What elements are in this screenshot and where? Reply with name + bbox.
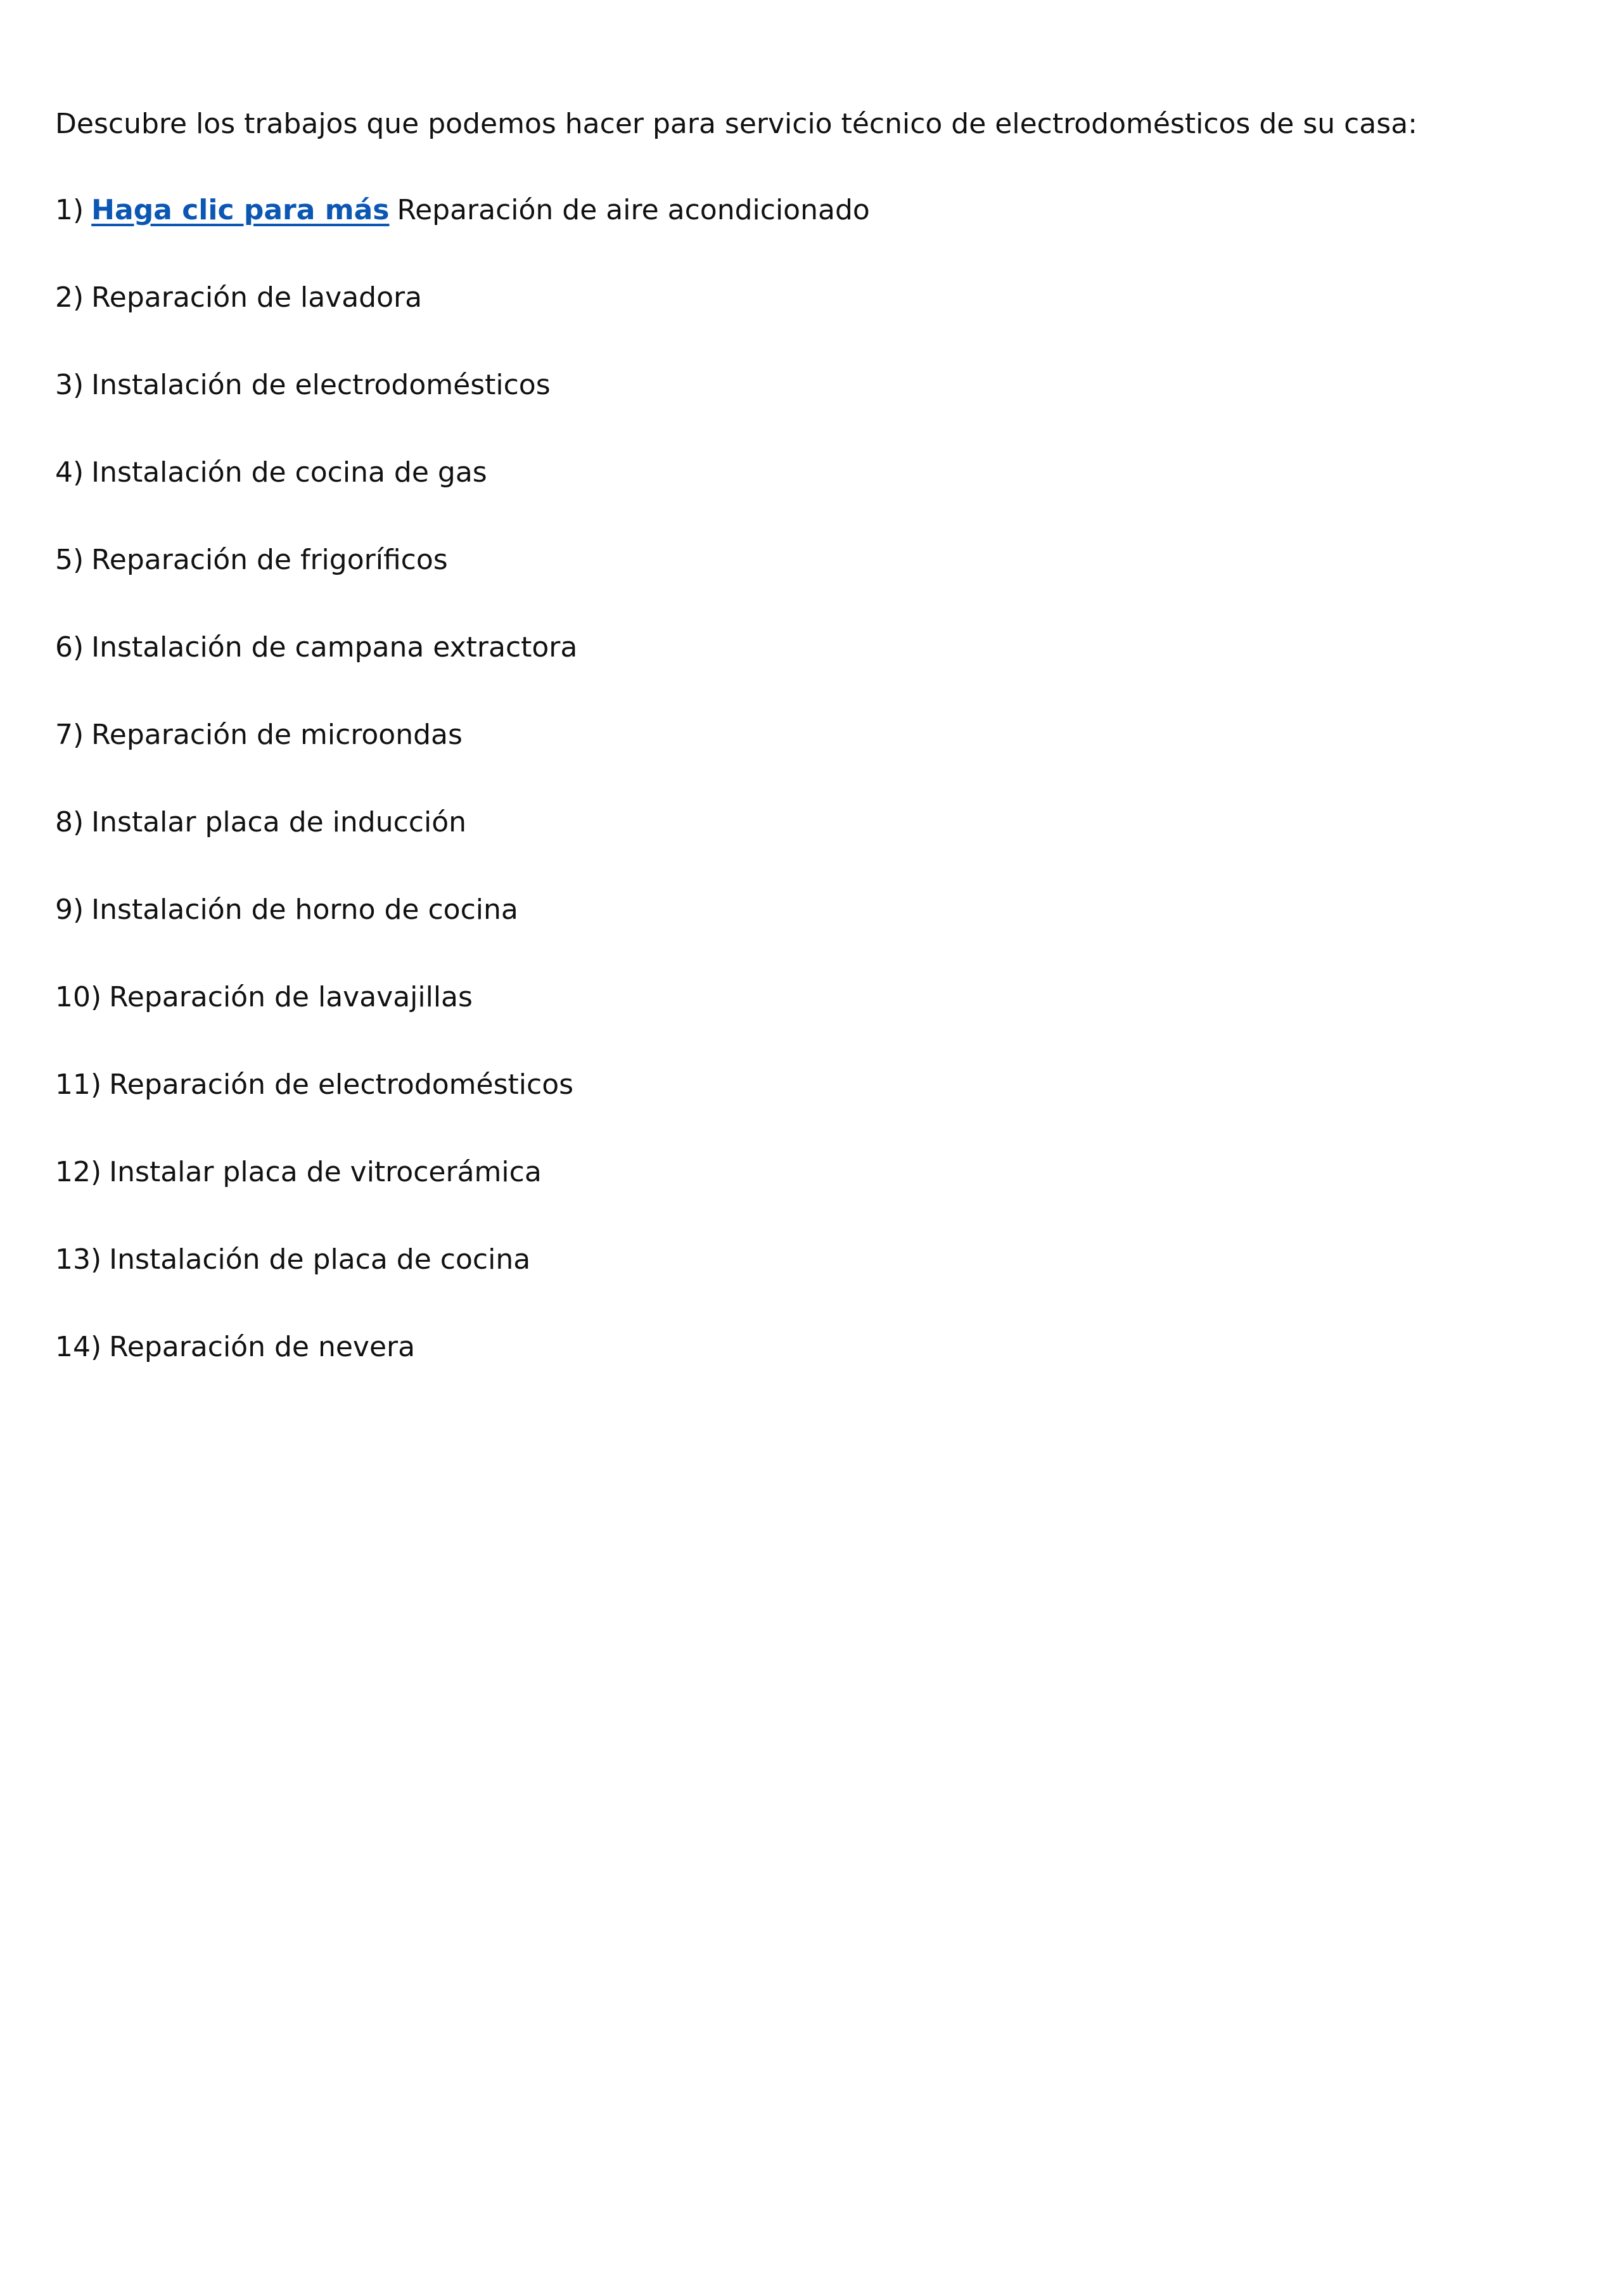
item-label: Reparación de lavavajillas xyxy=(109,981,473,1013)
item-number: 7) xyxy=(55,719,84,751)
item-label: Instalación de cocina de gas xyxy=(91,456,487,489)
item-number: 8) xyxy=(55,806,84,838)
item-number: 4) xyxy=(55,456,84,489)
item-label: Instalación de placa de cocina xyxy=(109,1243,531,1276)
list-item xyxy=(55,537,1563,625)
item-label: Reparación de lavadora xyxy=(91,281,423,314)
list-item xyxy=(55,1237,1563,1324)
item-label: Reparación de aire acondicionado xyxy=(397,194,870,226)
list-item xyxy=(55,712,1563,800)
list-item xyxy=(55,1324,1563,1412)
item-label: Instalación de horno de cocina xyxy=(91,894,518,926)
list-item xyxy=(55,362,1563,450)
list-item xyxy=(55,800,1563,887)
list-item xyxy=(55,188,1563,275)
item-number: 6) xyxy=(55,631,84,664)
list-item xyxy=(55,1150,1563,1237)
list-item xyxy=(55,625,1563,712)
item-number: 12) xyxy=(55,1156,102,1188)
item-number: 10) xyxy=(55,981,102,1013)
item-number: 11) xyxy=(55,1068,102,1101)
item-number: 3) xyxy=(55,369,84,401)
list-item xyxy=(55,887,1563,975)
item-number: 14) xyxy=(55,1331,102,1363)
list-item xyxy=(55,1062,1563,1150)
list-item xyxy=(55,450,1563,537)
item-number: 5) xyxy=(55,544,84,576)
item-label: Instalación de electrodomésticos xyxy=(91,369,551,401)
item-label: Reparación de electrodomésticos xyxy=(109,1068,574,1101)
list-item xyxy=(55,975,1563,1062)
item-label: Reparación de microondas xyxy=(91,719,463,751)
document-body xyxy=(55,101,1563,1412)
item-label: Reparación de frigoríficos xyxy=(91,544,448,576)
item-label: Reparación de nevera xyxy=(109,1331,416,1363)
service-list xyxy=(55,188,1563,1412)
more-info-link[interactable]: Haga clic para más xyxy=(91,194,390,226)
item-label: Instalar placa de inducción xyxy=(91,806,467,838)
item-number: 9) xyxy=(55,894,84,926)
item-label: Instalación de campana extractora xyxy=(91,631,578,664)
item-number: 13) xyxy=(55,1243,102,1276)
item-number: 1) xyxy=(55,194,84,226)
intro-text: Descubre los trabajos que podemos hacer para servicio técnico de electrodomésticos de su casa: xyxy=(55,108,1417,140)
list-item xyxy=(55,275,1563,362)
item-label: Instalar placa de vitrocerámica xyxy=(109,1156,542,1188)
item-number: 2) xyxy=(55,281,84,314)
